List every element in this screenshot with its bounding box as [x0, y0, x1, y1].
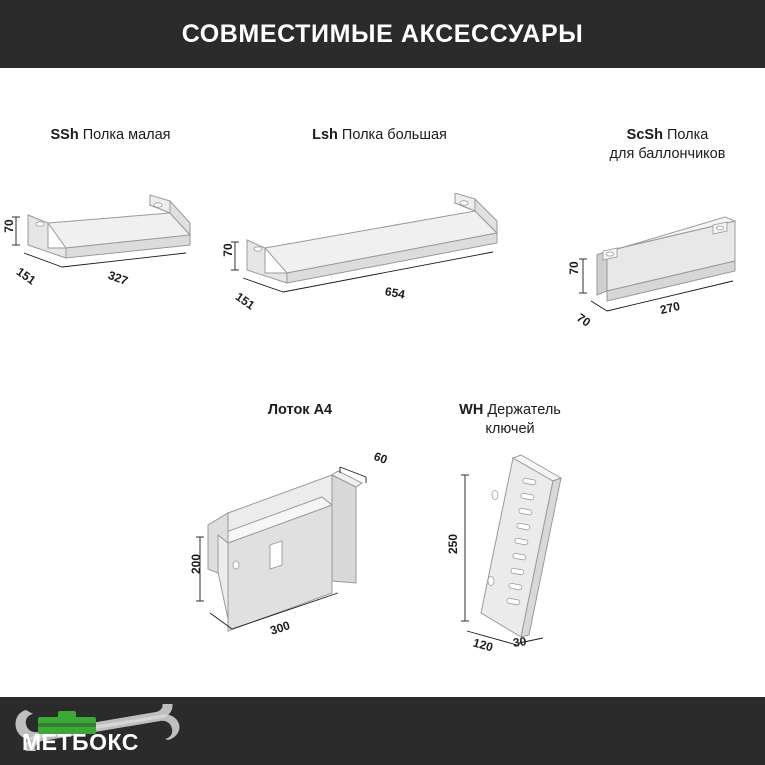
product-ssh-name: Полка малая	[82, 127, 171, 143]
product-lsh	[237, 126, 522, 145]
dim-a4-width: 300	[268, 618, 292, 638]
shelf-small-illustration	[0, 193, 215, 318]
product-wh-drawing	[425, 453, 605, 655]
product-scsh-name: Полка	[666, 127, 709, 143]
product-ssh	[8, 126, 213, 145]
dim-a4-height: 200	[189, 553, 203, 575]
product-scsh-label	[575, 126, 760, 164]
product-lsh-code: Lsh	[312, 127, 338, 143]
product-a4-drawing	[170, 449, 420, 638]
product-a4	[190, 401, 410, 420]
page-title: СОВМЕСТИМЫЕ АКСЕССУАРЫ	[181, 19, 584, 48]
product-ssh-label	[8, 126, 213, 145]
product-ssh-drawing	[0, 193, 215, 313]
dim-wh-depth: 30	[512, 634, 528, 650]
dim-ssh-depth: 151	[13, 264, 39, 288]
accessories-diagram	[0, 68, 765, 697]
brand-logo	[10, 702, 185, 760]
dim-lsh-width: 654	[383, 284, 407, 302]
dim-scsh-width: 270	[658, 298, 682, 318]
dim-lsh-height: 70	[221, 243, 235, 257]
product-wh-name2: ключей	[485, 421, 535, 437]
page-header	[0, 0, 765, 68]
dim-wh-width: 120	[471, 635, 495, 655]
product-scsh-name2: для баллончиков	[609, 146, 726, 162]
product-wh	[410, 401, 610, 439]
product-wh-code: WH	[459, 402, 484, 418]
shelf-large-illustration	[225, 193, 535, 323]
product-wh-name: Держатель	[487, 402, 561, 418]
product-a4-label	[190, 401, 410, 420]
product-lsh-label	[237, 126, 522, 145]
dim-scsh-depth: 70	[574, 310, 594, 330]
dim-lsh-depth: 151	[232, 289, 258, 313]
product-scsh	[575, 126, 760, 164]
product-a4-code: Лоток А4	[267, 402, 333, 418]
product-scsh-code: ScSh	[626, 127, 663, 143]
product-ssh-code: SSh	[50, 127, 79, 143]
product-lsh-drawing	[221, 193, 535, 318]
a4-tray-illustration	[170, 453, 420, 638]
product-scsh-drawing	[565, 193, 765, 330]
brand-name: МЕТБОКС	[22, 729, 139, 755]
product-lsh-name: Полка большая	[341, 127, 447, 143]
dim-ssh-height: 70	[2, 219, 16, 233]
product-wh-label	[410, 401, 610, 439]
dim-ssh-width: 327	[106, 267, 130, 289]
page-footer	[0, 697, 765, 765]
dim-scsh-height: 70	[567, 261, 581, 275]
dim-wh-height: 250	[446, 533, 460, 555]
dim-a4-depth: 60	[372, 449, 390, 467]
